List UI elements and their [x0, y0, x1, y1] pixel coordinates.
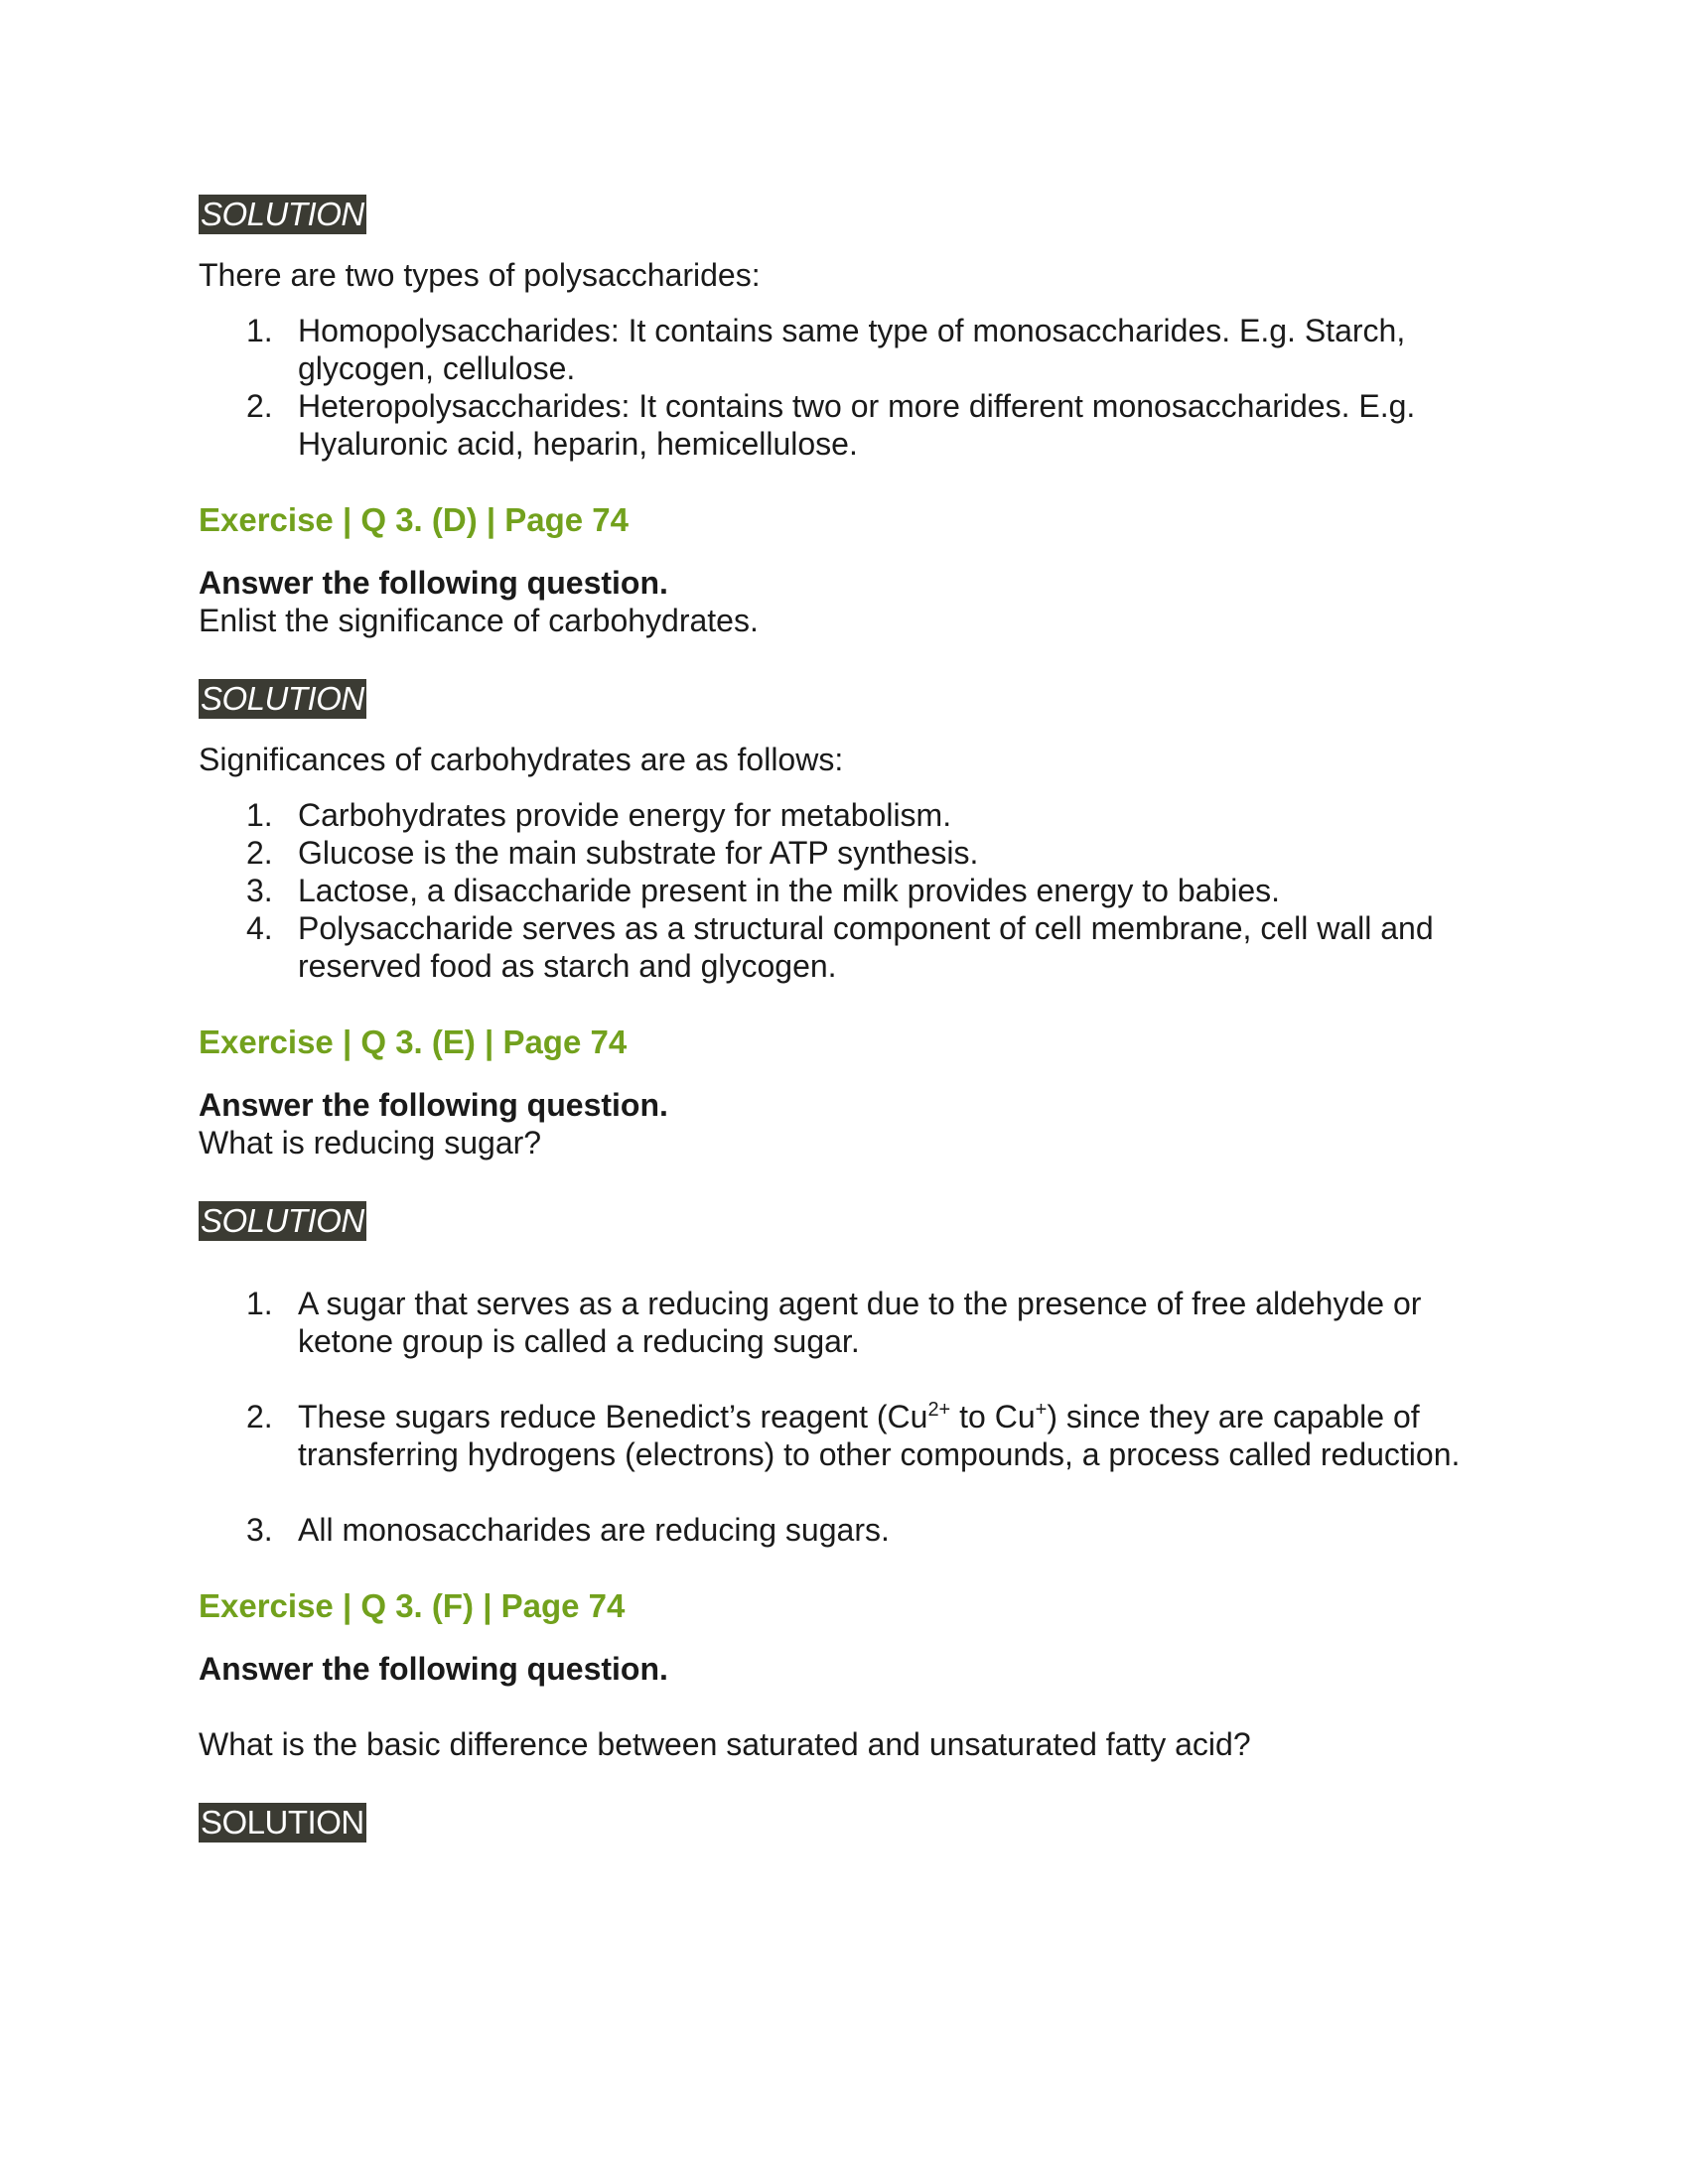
exercise-heading: Exercise | Q 3. (E) | Page 74 [199, 1024, 628, 1060]
exercise-section-q3e [199, 1023, 1489, 1549]
exercise-heading: Exercise | Q 3. (F) | Page 74 [199, 1587, 626, 1624]
question-text: What is the basic difference between saturated and unsaturated fatty acid? [199, 1726, 1251, 1762]
exercise-heading: Exercise | Q 3. (D) | Page 74 [199, 501, 630, 538]
list-item: 2. These sugars reduce Benedict’s reagent ($Cu^{2+}$ to Cu+) since they are capable of transferring hydrogens (electrons) to other compounds, a process called reduction. [246, 1399, 1461, 1472]
solution-list [199, 1285, 1489, 1549]
question-text: Enlist the significance of carbohydrates. [199, 603, 759, 638]
question-label: Answer the following question. [199, 565, 668, 601]
list-item: 1. Homopolysaccharides: It contains same type of monosaccharides. E.g. Starch, glycogen, cellulose. [246, 313, 1406, 386]
solution-badge: SOLUTION [201, 1804, 364, 1841]
list-item: 2. Heteropolysaccharides: It contains two or more different monosaccharides. E.g. Hyaluronic acid, heparin, hemicellulose. [246, 388, 1416, 462]
exercise-section-q3f [199, 1586, 1489, 1843]
solution-badge: SOLUTION [201, 680, 364, 717]
solution-badge: SOLUTION [201, 196, 364, 232]
list-item: 4. Polysaccharide serves as a structural component of cell membrane, cell wall and reserved food as starch and glycogen. [246, 910, 1434, 984]
solution-intro: There are two types of polysaccharides: [199, 257, 761, 293]
list-item: 2. Glucose is the main substrate for ATP synthesis. [246, 835, 979, 871]
solution-list [199, 312, 1489, 463]
question-label: Answer the following question. [199, 1087, 668, 1123]
list-item: 3. All monosaccharides are reducing sugars. [246, 1512, 890, 1548]
solution-badge: SOLUTION [201, 1202, 364, 1239]
solution-intro: Significances of carbohydrates are as follows: [199, 742, 844, 777]
exercise-section-q3d [199, 500, 1489, 985]
solution-list [199, 796, 1489, 985]
question-label: Answer the following question. [199, 1651, 668, 1687]
solution-section-polysaccharides [199, 195, 1489, 463]
list-item: 3. Lactose, a disaccharide present in the milk provides energy to babies. [246, 873, 1280, 908]
document-page [199, 195, 1489, 1843]
list-item: 1. Carbohydrates provide energy for metabolism. [246, 797, 952, 833]
list-item: 1. A sugar that serves as a reducing agent due to the presence of free aldehyde or ketone group is called a reducing sugar. [246, 1286, 1422, 1359]
question-text: What is reducing sugar? [199, 1125, 542, 1160]
